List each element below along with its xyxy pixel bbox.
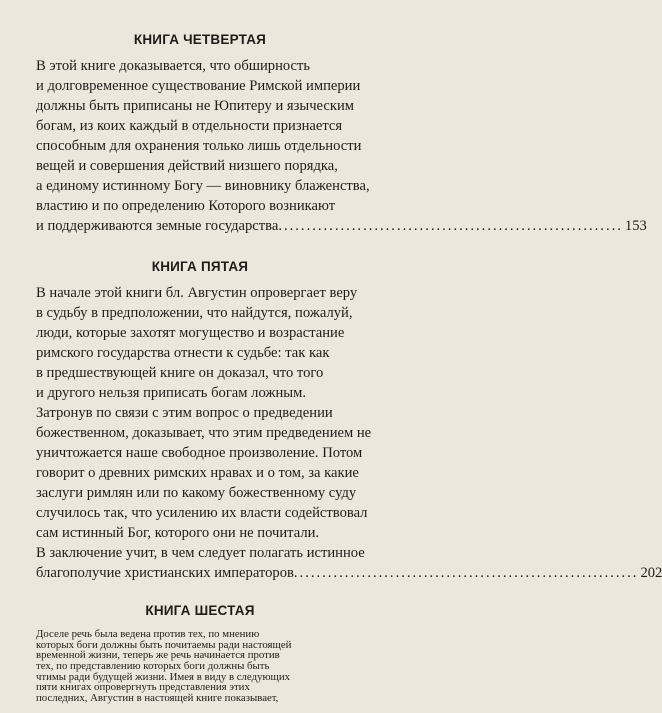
book4-line: и долговременное существование Римской империи — [36, 78, 361, 94]
book5-line: божественном, доказывает, что этим предведением не — [36, 425, 372, 441]
book5-heading: КНИГА ПЯТАЯ — [151, 259, 249, 274]
book4-line: вещей и совершения действий низшего порядка, — [36, 158, 338, 174]
book6-line: тех, по представлению которых боги должны быть — [36, 660, 270, 672]
book4-line: В этой книге доказывается, что обширность — [36, 58, 311, 74]
book6-section — [0, 601, 400, 621]
book5-line: Затронув по связи с этим вопрос о предведении — [36, 405, 333, 421]
book4-line: способным для охранения только лишь отдельности — [36, 138, 362, 154]
book5-line: в судьбу в предположении, что найдутся, пожалуй, — [36, 305, 353, 321]
book5-line: в предшествующей книге он доказал, что того — [36, 365, 324, 381]
book5-line: люди, которые захотят могущество и возрастание — [36, 325, 345, 341]
book4-line: должны быть приписаны не Юпитеру и языческим — [36, 98, 354, 114]
book5-line: и другого нельзя приписать богам ложным. — [36, 385, 306, 401]
book5-last-line: благополучие христианских императоров. — [36, 565, 298, 581]
book4-page-number: 153 — [624, 218, 647, 234]
book5-line: уничтожается наше свободное произволение. Потом — [36, 445, 363, 461]
leader-dots: ............................................................ — [299, 565, 639, 581]
book6-line: чтимы ради будущей жизни. Имея в виду в следующих — [36, 670, 291, 683]
book4-heading: КНИГА ЧЕТВЕРТАЯ — [133, 32, 267, 47]
book6-line: которых боги должны быть почитаемы ради настоящей — [36, 638, 292, 651]
book6-heading: КНИГА ШЕСТАЯ — [145, 603, 255, 618]
book4-line: властию и по определению Которого возникают — [36, 198, 336, 214]
book6-line: Доселе речь была ведена против тех, по мнению — [36, 628, 260, 640]
book6-line: временной жизни, теперь же речь начинается против — [36, 649, 280, 662]
book5-line: заслуги римлян или по какому божественному суду — [36, 485, 357, 501]
book5-line: случилось так, что усилению их власти содействовал — [36, 505, 368, 521]
book4-section — [0, 30, 400, 50]
book5-page-number: 202 — [640, 565, 662, 581]
book5-line: В начале этой книги бл. Августин опровергает веру — [36, 285, 358, 301]
book5-line: сам истинный Бог, которого они не почитали. — [36, 525, 320, 541]
book4-toc-entry — [36, 216, 647, 236]
book4-line: а единому истинному Богу — виновнику блаженства, — [36, 178, 370, 194]
book5-line: В заключение учит, в чем следует полагать истинное — [36, 545, 365, 561]
book5-toc-entry — [36, 563, 662, 583]
book4-line: богам, из коих каждый в отдельности признается — [36, 118, 343, 134]
book6-line: пяти книгах опровергнуть представления этих — [36, 681, 250, 694]
book5-section — [0, 257, 400, 277]
leader-dots: ............................................................ — [283, 218, 623, 234]
book4-last-line: и поддерживаются земные государства. — [36, 218, 282, 234]
book5-line: римского государства отнести к судьбе: так как — [36, 345, 330, 361]
book5-line: говорит о древних римских нравах и о том, за какие — [36, 465, 359, 481]
book6-line: последних, Августин в настоящей книге показывает, — [36, 692, 279, 704]
